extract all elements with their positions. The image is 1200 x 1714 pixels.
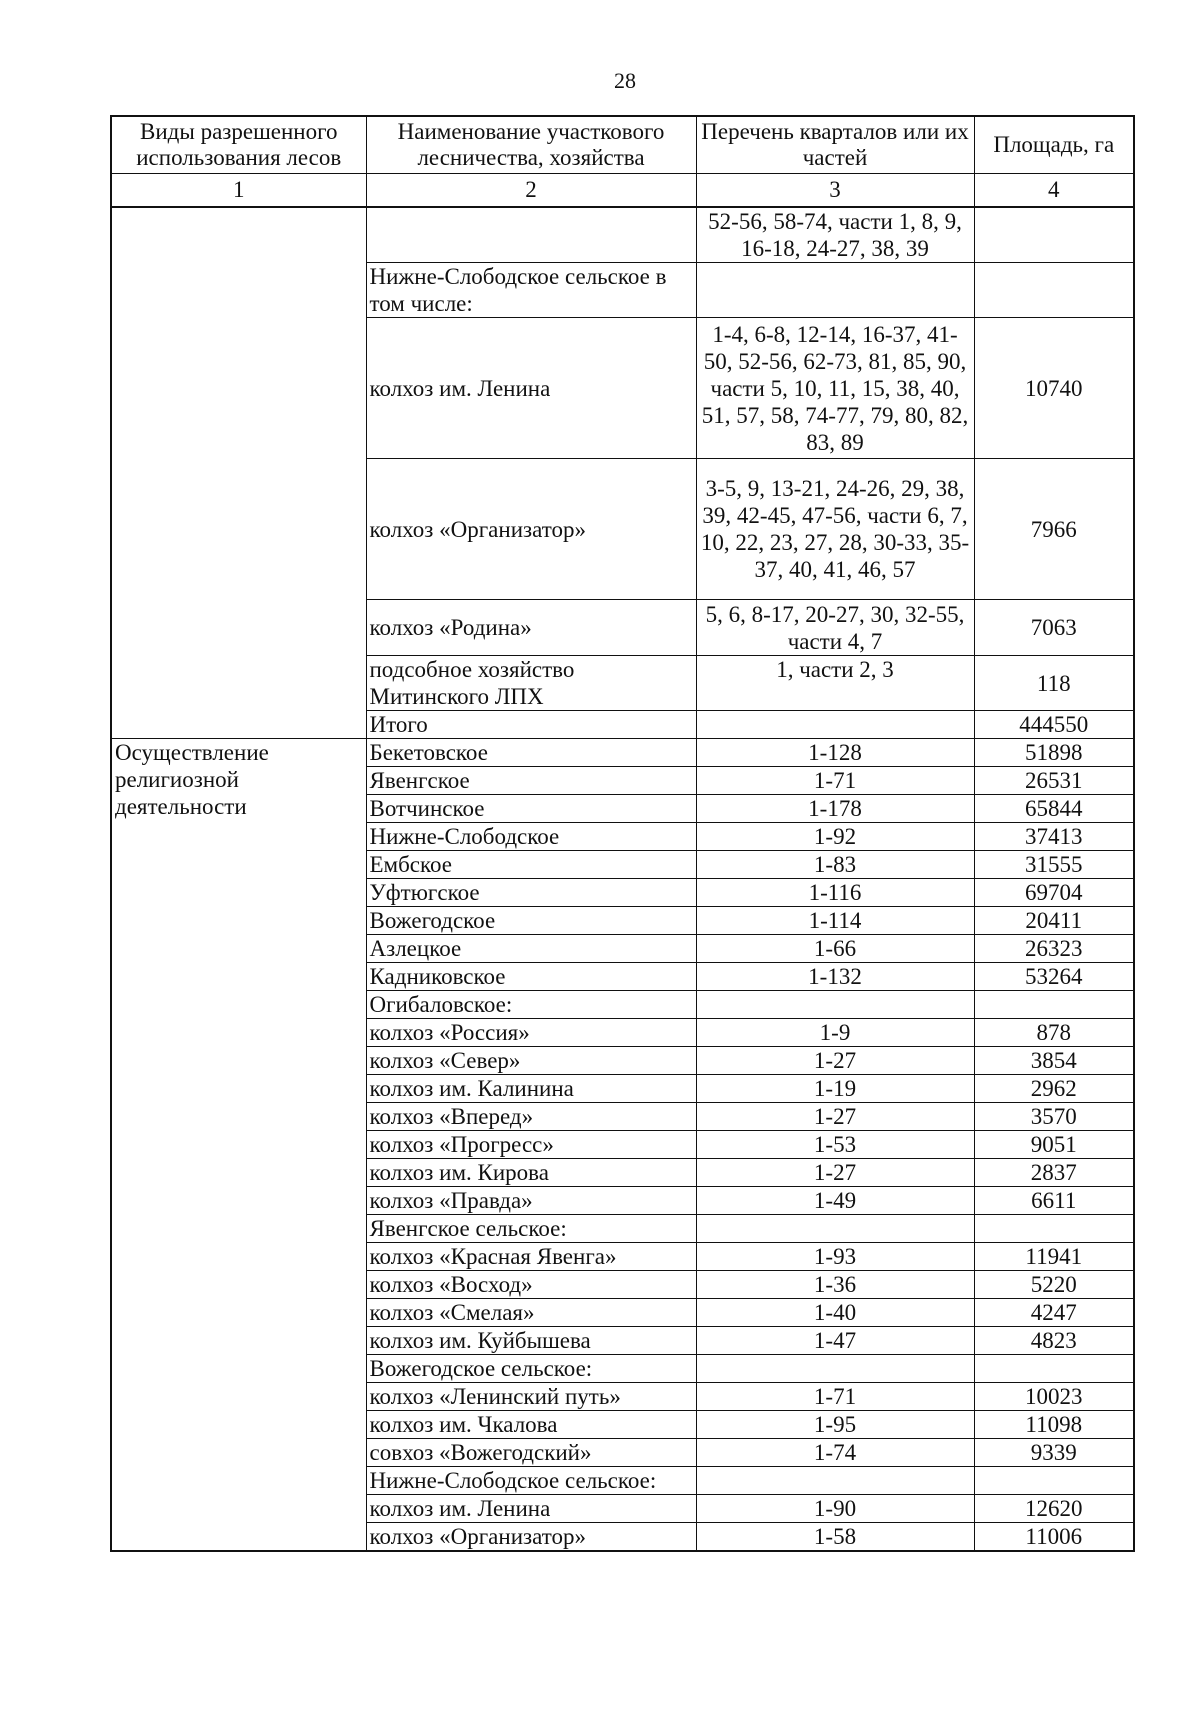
area-value: 69704 <box>974 879 1134 907</box>
quarters-list <box>696 1467 974 1495</box>
area-value <box>974 1355 1134 1383</box>
area-value <box>974 1467 1134 1495</box>
forestry-name: Бекетовское <box>366 739 696 767</box>
area-value: 11006 <box>974 1523 1134 1552</box>
header-quarters-list: Перечень кварталов или их частей <box>696 116 974 174</box>
area-value: 3854 <box>974 1047 1134 1075</box>
quarters-list: 1-66 <box>696 935 974 963</box>
quarters-list: 3-5, 9, 13-21, 24-26, 29, 38, 39, 42-45, 47-56, части 6, 7, 10, 22, 23, 27, 28, 30-33, 35-37, 40, 41, 46, 57 <box>696 459 974 600</box>
area-value: 6611 <box>974 1187 1134 1215</box>
forestry-name: колхоз им. Кирова <box>366 1159 696 1187</box>
area-value: 51898 <box>974 739 1134 767</box>
area-value: 7966 <box>974 459 1134 600</box>
forestry-name: подсобное хозяйство Митинского ЛПХ <box>366 656 696 711</box>
quarters-list: 1-9 <box>696 1019 974 1047</box>
area-value <box>974 263 1134 318</box>
forestry-name: колхоз «Вперед» <box>366 1103 696 1131</box>
header-usage-type: Виды разрешенного использования лесов <box>111 116 366 174</box>
area-value: 11941 <box>974 1243 1134 1271</box>
forestry-name: совхоз «Вожегодский» <box>366 1439 696 1467</box>
column-number-3: 3 <box>696 174 974 208</box>
quarters-list: 1-74 <box>696 1439 974 1467</box>
area-value: 37413 <box>974 823 1134 851</box>
forestry-name: колхоз «Россия» <box>366 1019 696 1047</box>
area-value: 2837 <box>974 1159 1134 1187</box>
area-value: 118 <box>974 656 1134 711</box>
quarters-list: 1-90 <box>696 1495 974 1523</box>
page-number: 28 <box>614 68 636 93</box>
forestry-name: колхоз им. Калинина <box>366 1075 696 1103</box>
area-value: 20411 <box>974 907 1134 935</box>
quarters-list: 1-47 <box>696 1327 974 1355</box>
forestry-name: колхоз «Правда» <box>366 1187 696 1215</box>
quarters-list: 52-56, 58-74, части 1, 8, 9, 16-18, 24-27, 38, 39 <box>696 207 974 263</box>
forestry-name: колхоз «Родина» <box>366 600 696 656</box>
usage-type-cell: Осуществление религиозной деятельности <box>111 739 366 1552</box>
forestry-name: колхоз «Восход» <box>366 1271 696 1299</box>
quarters-list: 1-95 <box>696 1411 974 1439</box>
area-value: 4247 <box>974 1299 1134 1327</box>
forestry-name: колхоз им. Куйбышева <box>366 1327 696 1355</box>
area-value: 12620 <box>974 1495 1134 1523</box>
forestry-name: колхоз «Север» <box>366 1047 696 1075</box>
quarters-list: 1-53 <box>696 1131 974 1159</box>
quarters-list <box>696 711 974 739</box>
quarters-list <box>696 991 974 1019</box>
area-value: 878 <box>974 1019 1134 1047</box>
forestry-name: колхоз им. Ленина <box>366 318 696 459</box>
quarters-list: 1-128 <box>696 739 974 767</box>
forestry-name: колхоз «Смелая» <box>366 1299 696 1327</box>
forestry-name: Вожегодское <box>366 907 696 935</box>
quarters-list <box>696 1355 974 1383</box>
quarters-list: 1-178 <box>696 795 974 823</box>
quarters-list: 1-4, 6-8, 12-14, 16-37, 41-50, 52-56, 62-73, 81, 85, 90, части 5, 10, 11, 15, 38, 40, 51, 57, 58, 74-77, 79, 80, 82, 83, 89 <box>696 318 974 459</box>
forestry-name <box>366 207 696 263</box>
area-value <box>974 1215 1134 1243</box>
area-value: 26323 <box>974 935 1134 963</box>
quarters-list: 1-27 <box>696 1159 974 1187</box>
area-value: 4823 <box>974 1327 1134 1355</box>
column-number-1: 1 <box>111 174 366 208</box>
column-number-row <box>111 174 1134 208</box>
quarters-list: 1-19 <box>696 1075 974 1103</box>
total-area-value: 444550 <box>974 711 1134 739</box>
area-value <box>974 207 1134 263</box>
forestry-name: Вожегодское сельское: <box>366 1355 696 1383</box>
forestry-name: колхоз «Прогресс» <box>366 1131 696 1159</box>
area-value: 3570 <box>974 1103 1134 1131</box>
forestry-name: колхоз «Организатор» <box>366 459 696 600</box>
area-value: 10023 <box>974 1383 1134 1411</box>
quarters-list: 1-49 <box>696 1187 974 1215</box>
forestry-name: колхоз «Красная Явенга» <box>366 1243 696 1271</box>
quarters-list: 1-27 <box>696 1047 974 1075</box>
forestry-name: колхоз им. Ленина <box>366 1495 696 1523</box>
table-row <box>111 207 1134 263</box>
area-value <box>974 991 1134 1019</box>
quarters-list: 1, части 2, 3 <box>696 656 974 711</box>
forestry-name: колхоз им. Чкалова <box>366 1411 696 1439</box>
quarters-list: 1-40 <box>696 1299 974 1327</box>
table-body <box>111 207 1134 1551</box>
forest-use-table <box>110 115 1135 1552</box>
quarters-list: 1-93 <box>696 1243 974 1271</box>
header-area: Площадь, га <box>974 116 1134 174</box>
column-number-4: 4 <box>974 174 1134 208</box>
forestry-name: Явенгское сельское: <box>366 1215 696 1243</box>
quarters-list: 1-114 <box>696 907 974 935</box>
area-value: 26531 <box>974 767 1134 795</box>
quarters-list: 1-132 <box>696 963 974 991</box>
area-value: 7063 <box>974 600 1134 656</box>
area-value: 11098 <box>974 1411 1134 1439</box>
area-value: 2962 <box>974 1075 1134 1103</box>
forestry-name: Уфтюгское <box>366 879 696 907</box>
quarters-list: 1-36 <box>696 1271 974 1299</box>
quarters-list: 1-58 <box>696 1523 974 1552</box>
area-value: 65844 <box>974 795 1134 823</box>
quarters-list: 1-83 <box>696 851 974 879</box>
forestry-name: Огибаловское: <box>366 991 696 1019</box>
forestry-name: Ембское <box>366 851 696 879</box>
forestry-name: Нижне-Слободское сельское: <box>366 1467 696 1495</box>
forestry-name: колхоз «Ленинский путь» <box>366 1383 696 1411</box>
forestry-name: Вотчинское <box>366 795 696 823</box>
header-row <box>111 116 1134 174</box>
quarters-list: 1-27 <box>696 1103 974 1131</box>
area-value: 31555 <box>974 851 1134 879</box>
quarters-list: 1-71 <box>696 767 974 795</box>
forestry-name: Нижне-Слободское сельское в том числе: <box>366 263 696 318</box>
usage-cell-continued <box>111 207 366 739</box>
area-value: 53264 <box>974 963 1134 991</box>
forestry-name: Явенгское <box>366 767 696 795</box>
header-forestry-name: Наименование участкового лесничества, хозяйства <box>366 116 696 174</box>
quarters-list: 1-116 <box>696 879 974 907</box>
quarters-list <box>696 1215 974 1243</box>
quarters-list: 5, 6, 8-17, 20-27, 30, 32-55, части 4, 7 <box>696 600 974 656</box>
total-label: Итого <box>366 711 696 739</box>
area-value: 10740 <box>974 318 1134 459</box>
table-row <box>111 739 1134 767</box>
forestry-name: Нижне-Слободское <box>366 823 696 851</box>
quarters-list <box>696 263 974 318</box>
area-value: 9051 <box>974 1131 1134 1159</box>
forestry-name: колхоз «Организатор» <box>366 1523 696 1552</box>
quarters-list: 1-92 <box>696 823 974 851</box>
column-number-2: 2 <box>366 174 696 208</box>
quarters-list: 1-71 <box>696 1383 974 1411</box>
forestry-name: Кадниковское <box>366 963 696 991</box>
forestry-name: Азлецкое <box>366 935 696 963</box>
area-value: 5220 <box>974 1271 1134 1299</box>
area-value: 9339 <box>974 1439 1134 1467</box>
